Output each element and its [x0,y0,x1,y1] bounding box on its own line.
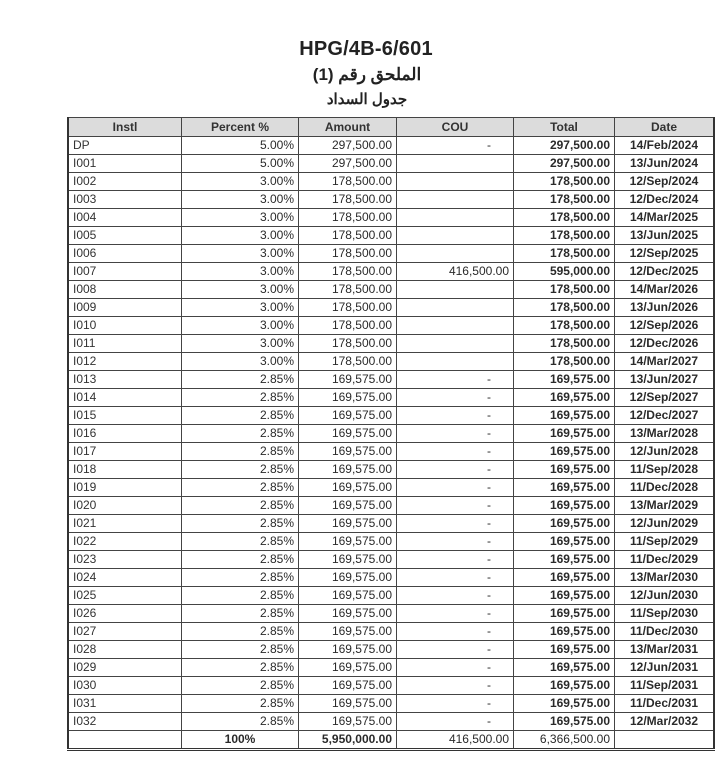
cell-total: 169,575.00 [514,443,615,461]
cell-percent: 3.00% [182,353,299,371]
cell-instl: I012 [68,353,182,371]
column-header-date: Date [615,118,715,137]
table-row [68,191,714,209]
cell-total: 169,575.00 [514,605,615,623]
cell-amount: 178,500.00 [299,209,397,227]
cell-amount: 169,575.00 [299,515,397,533]
cell-total: 169,575.00 [514,587,615,605]
cell-total: 169,575.00 [514,569,615,587]
cell-total: 178,500.00 [514,353,615,371]
cell-date: 12/Dec/2024 [615,191,715,209]
cell-instl: I032 [68,713,182,731]
cell-total: 169,575.00 [514,641,615,659]
cell-date: 13/Jun/2025 [615,227,715,245]
cell-amount: 169,575.00 [299,713,397,731]
cell-percent: 2.85% [182,371,299,389]
cell-total: 169,575.00 [514,695,615,713]
cell-cou [397,173,514,191]
cell-date: 14/Mar/2027 [615,353,715,371]
cell-percent: 2.85% [182,515,299,533]
cell-total: 169,575.00 [514,389,615,407]
cell-instl: I018 [68,461,182,479]
cell-cou [397,335,514,353]
cell-date: 14/Mar/2026 [615,281,715,299]
column-header-percent: Percent % [182,118,299,137]
table-row [68,695,714,713]
cell-percent: 2.85% [182,443,299,461]
cell-instl: I020 [68,497,182,515]
table-row [68,551,714,569]
cell-instl: I024 [68,569,182,587]
cell-instl: I011 [68,335,182,353]
cell-amount: 169,575.00 [299,533,397,551]
table-row [68,659,714,677]
cell-instl: I009 [68,299,182,317]
cell-percent: 2.85% [182,533,299,551]
cell-amount: 178,500.00 [299,245,397,263]
cell-total: 178,500.00 [514,227,615,245]
cell-cou: - [397,533,514,551]
cell-instl: I026 [68,605,182,623]
table-row [68,245,714,263]
cell-date: 14/Feb/2024 [615,137,715,155]
schedule-title: جدول السداد [326,91,408,108]
totals-total: 6,366,500.00 [514,731,615,750]
cell-cou [397,317,514,335]
cell-amount: 178,500.00 [299,353,397,371]
cell-date: 12/Sep/2027 [615,389,715,407]
cell-amount: 169,575.00 [299,407,397,425]
cell-cou [397,191,514,209]
cell-total: 178,500.00 [514,335,615,353]
cell-instl: I010 [68,317,182,335]
cell-percent: 3.00% [182,281,299,299]
cell-amount: 178,500.00 [299,299,397,317]
cell-amount: 297,500.00 [299,155,397,173]
cell-percent: 3.00% [182,299,299,317]
table-row [68,623,714,641]
cell-cou [397,155,514,173]
cell-cou [397,209,514,227]
cell-amount: 178,500.00 [299,173,397,191]
cell-percent: 3.00% [182,191,299,209]
table-row [68,353,714,371]
cell-amount: 178,500.00 [299,227,397,245]
cell-total: 178,500.00 [514,317,615,335]
cell-instl: I008 [68,281,182,299]
table-row [68,569,714,587]
table-row [68,497,714,515]
table-row [68,443,714,461]
cell-instl: I004 [68,209,182,227]
cell-instl: DP [68,137,182,155]
cell-amount: 169,575.00 [299,677,397,695]
cell-cou: - [397,407,514,425]
cell-cou [397,227,514,245]
column-header-cou: COU [397,118,514,137]
cell-date: 11/Dec/2029 [615,551,715,569]
cell-instl: I007 [68,263,182,281]
cell-amount: 169,575.00 [299,659,397,677]
totals-percent: 100% [182,731,299,750]
cell-amount: 169,575.00 [299,371,397,389]
cell-date: 13/Mar/2030 [615,569,715,587]
cell-date: 12/Dec/2027 [615,407,715,425]
annex-title: الملحق رقم (1) [312,65,422,84]
cell-percent: 2.85% [182,713,299,731]
table-row [68,605,714,623]
cell-percent: 2.85% [182,497,299,515]
table-row [68,335,714,353]
cell-instl: I015 [68,407,182,425]
cell-instl: I025 [68,587,182,605]
cell-percent: 2.85% [182,461,299,479]
cell-date: 12/Mar/2032 [615,713,715,731]
cell-cou: - [397,713,514,731]
cell-amount: 169,575.00 [299,641,397,659]
cell-cou: - [397,371,514,389]
cell-instl: I029 [68,659,182,677]
cell-amount: 169,575.00 [299,695,397,713]
table-row [68,263,714,281]
cell-percent: 3.00% [182,227,299,245]
cell-percent: 2.85% [182,695,299,713]
totals-instl [68,731,182,750]
cell-total: 169,575.00 [514,461,615,479]
cell-total: 169,575.00 [514,533,615,551]
cell-total: 178,500.00 [514,173,615,191]
cell-total: 169,575.00 [514,713,615,731]
cell-date: 13/Mar/2028 [615,425,715,443]
table-row [68,209,714,227]
cell-cou: - [397,641,514,659]
cell-date: 11/Sep/2030 [615,605,715,623]
cell-total: 178,500.00 [514,209,615,227]
table-row [68,155,714,173]
table-row [68,515,714,533]
cell-cou: - [397,569,514,587]
cell-date: 13/Jun/2027 [615,371,715,389]
cell-date: 11/Dec/2031 [615,695,715,713]
cell-percent: 2.85% [182,407,299,425]
cell-percent: 5.00% [182,137,299,155]
cell-amount: 169,575.00 [299,623,397,641]
cell-date: 13/Mar/2029 [615,497,715,515]
cell-instl: I003 [68,191,182,209]
cell-instl: I001 [68,155,182,173]
cell-amount: 178,500.00 [299,263,397,281]
cell-date: 11/Dec/2030 [615,623,715,641]
cell-cou: - [397,389,514,407]
cell-cou: 416,500.00 [397,263,514,281]
cell-amount: 169,575.00 [299,497,397,515]
table-header-row [68,118,714,137]
cell-date: 11/Sep/2029 [615,533,715,551]
cell-cou: - [397,515,514,533]
cell-date: 11/Sep/2031 [615,677,715,695]
cell-cou [397,299,514,317]
cell-cou: - [397,551,514,569]
cell-total: 169,575.00 [514,677,615,695]
cell-instl: I030 [68,677,182,695]
cell-instl: I028 [68,641,182,659]
cell-instl: I014 [68,389,182,407]
cell-percent: 2.85% [182,677,299,695]
cell-total: 169,575.00 [514,659,615,677]
cell-percent: 5.00% [182,155,299,173]
cell-date: 14/Mar/2025 [615,209,715,227]
cell-instl: I016 [68,425,182,443]
cell-cou: - [397,137,514,155]
cell-amount: 178,500.00 [299,317,397,335]
cell-total: 169,575.00 [514,425,615,443]
cell-total: 169,575.00 [514,479,615,497]
column-header-amount: Amount [299,118,397,137]
cell-date: 13/Jun/2024 [615,155,715,173]
cell-amount: 169,575.00 [299,551,397,569]
cell-percent: 2.85% [182,605,299,623]
cell-date: 12/Jun/2028 [615,443,715,461]
cell-date: 12/Jun/2030 [615,587,715,605]
cell-total: 297,500.00 [514,155,615,173]
cell-cou [397,281,514,299]
table-row [68,227,714,245]
cell-percent: 2.85% [182,659,299,677]
cell-total: 178,500.00 [514,191,615,209]
payment-schedule-table [67,117,715,751]
cell-total: 595,000.00 [514,263,615,281]
cell-percent: 2.85% [182,587,299,605]
table-row [68,533,714,551]
column-header-instl: Instl [68,118,182,137]
cell-percent: 2.85% [182,479,299,497]
cell-percent: 2.85% [182,623,299,641]
totals-date [615,731,715,750]
cell-instl: I022 [68,533,182,551]
cell-date: 12/Sep/2026 [615,317,715,335]
cell-instl: I002 [68,173,182,191]
cell-percent: 2.85% [182,569,299,587]
table-row [68,425,714,443]
table-row [68,137,714,155]
cell-amount: 169,575.00 [299,389,397,407]
cell-total: 169,575.00 [514,515,615,533]
table-row [68,389,714,407]
table-row [68,407,714,425]
cell-amount: 169,575.00 [299,587,397,605]
table-row [68,173,714,191]
cell-cou: - [397,587,514,605]
cell-total: 178,500.00 [514,281,615,299]
cell-instl: I021 [68,515,182,533]
cell-percent: 3.00% [182,335,299,353]
cell-date: 12/Jun/2029 [615,515,715,533]
document-code: HPG/4B-6/601 [299,38,433,60]
cell-total: 169,575.00 [514,407,615,425]
cell-amount: 169,575.00 [299,461,397,479]
totals-amount: 5,950,000.00 [299,731,397,750]
cell-amount: 169,575.00 [299,605,397,623]
cell-date: 12/Sep/2025 [615,245,715,263]
cell-instl: I027 [68,623,182,641]
cell-total: 169,575.00 [514,371,615,389]
cell-cou [397,245,514,263]
cell-date: 13/Jun/2026 [615,299,715,317]
cell-amount: 178,500.00 [299,191,397,209]
cell-percent: 3.00% [182,209,299,227]
cell-cou [397,353,514,371]
cell-total: 297,500.00 [514,137,615,155]
cell-cou: - [397,479,514,497]
table-row [68,317,714,335]
cell-percent: 2.85% [182,551,299,569]
cell-instl: I013 [68,371,182,389]
cell-total: 169,575.00 [514,551,615,569]
cell-percent: 2.85% [182,641,299,659]
cell-date: 11/Dec/2028 [615,479,715,497]
cell-amount: 169,575.00 [299,425,397,443]
table-body [68,137,714,731]
cell-percent: 2.85% [182,425,299,443]
cell-amount: 178,500.00 [299,281,397,299]
totals-cou: 416,500.00 [397,731,514,750]
cell-percent: 2.85% [182,389,299,407]
table-row [68,677,714,695]
cell-percent: 3.00% [182,317,299,335]
cell-total: 178,500.00 [514,245,615,263]
cell-total: 169,575.00 [514,497,615,515]
cell-cou: - [397,659,514,677]
cell-instl: I023 [68,551,182,569]
cell-total: 178,500.00 [514,299,615,317]
document-header [0,36,720,112]
cell-cou: - [397,623,514,641]
table-row [68,479,714,497]
table-row [68,641,714,659]
cell-date: 12/Sep/2024 [615,173,715,191]
cell-date: 11/Sep/2028 [615,461,715,479]
cell-cou: - [397,677,514,695]
cell-amount: 169,575.00 [299,569,397,587]
cell-amount: 297,500.00 [299,137,397,155]
column-header-total: Total [514,118,615,137]
cell-cou: - [397,497,514,515]
table-row [68,299,714,317]
table-row [68,587,714,605]
cell-cou: - [397,695,514,713]
cell-cou: - [397,425,514,443]
cell-percent: 3.00% [182,245,299,263]
table-row [68,371,714,389]
cell-date: 12/Jun/2031 [615,659,715,677]
cell-instl: I005 [68,227,182,245]
cell-amount: 178,500.00 [299,335,397,353]
cell-percent: 3.00% [182,173,299,191]
table-row [68,713,714,731]
table-row [68,461,714,479]
cell-instl: I031 [68,695,182,713]
table-row [68,281,714,299]
cell-cou: - [397,443,514,461]
cell-date: 12/Dec/2026 [615,335,715,353]
cell-date: 12/Dec/2025 [615,263,715,281]
cell-cou: - [397,461,514,479]
cell-percent: 3.00% [182,263,299,281]
cell-instl: I019 [68,479,182,497]
cell-instl: I006 [68,245,182,263]
cell-amount: 169,575.00 [299,479,397,497]
cell-cou: - [397,605,514,623]
cell-amount: 169,575.00 [299,443,397,461]
totals-row [68,731,714,750]
cell-instl: I017 [68,443,182,461]
cell-date: 13/Mar/2031 [615,641,715,659]
cell-total: 169,575.00 [514,623,615,641]
